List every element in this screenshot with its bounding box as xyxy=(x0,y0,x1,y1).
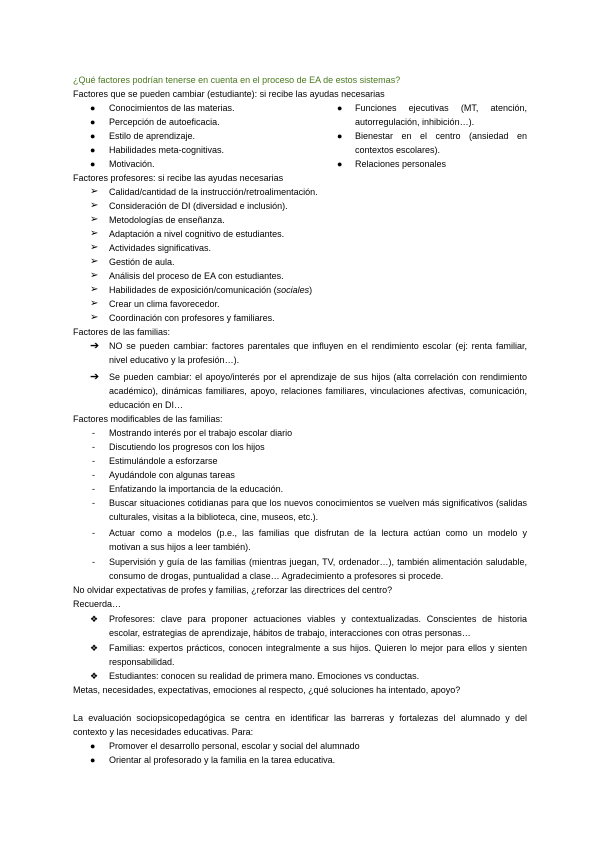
reminder-title: Recuerda… xyxy=(73,599,122,609)
family-factor-item: nivel educativo y la profesión…). xyxy=(109,355,240,365)
dash-bullet: - xyxy=(92,498,95,508)
bullet-icon: ● xyxy=(90,159,96,169)
teacher-factor-item: Consideración de DI (diversidad e inclusión). xyxy=(109,201,288,211)
dash-bullet: - xyxy=(92,528,95,538)
teacher-factor-item: Gestión de aula. xyxy=(109,257,175,267)
dash-bullet: - xyxy=(92,484,95,494)
student-factor-item: Bienestar en el centro (ansiedad en xyxy=(355,131,527,141)
arrow-bullet-icon: ➢ xyxy=(90,214,99,225)
dash-bullet: - xyxy=(92,456,95,466)
student-factor-item: Motivación. xyxy=(109,159,155,169)
teacher-factor-item: Adaptación a nivel cognitivo de estudiantes. xyxy=(109,229,285,239)
arrow-bullet-icon: ➢ xyxy=(90,186,99,197)
modifiable-item: Actuar como a modelos (p.e., las familias que disfrutan de la lectura actúan como un modelo y xyxy=(109,528,527,538)
bullet-icon: ● xyxy=(90,117,96,127)
evaluation-item: Orientar al profesorado y la familia en la tarea educativa. xyxy=(109,755,336,765)
modifiable-item: Buscar situaciones cotidianas para que los nuevos conocimientos se vuelven más significativos (salidas xyxy=(109,498,527,508)
student-factor-item: autorregulación, inhibición…). xyxy=(355,117,475,127)
family-factor-item: educación en DI… xyxy=(109,400,184,410)
family-factors-title: Factores de las familias: xyxy=(73,327,171,337)
student-factor-item: Conocimientos de las materias. xyxy=(109,103,235,113)
diamond-bullet-icon: ❖ xyxy=(90,671,99,681)
reminder-item: Familias: expertos prácticos, conocen integralmente a sus hijos. Quieren lo mejor para ellos y sienten xyxy=(109,643,527,653)
bullet-icon: ● xyxy=(337,103,343,113)
student-factor-item: Funciones ejecutivas (MT, atención, xyxy=(355,103,527,113)
teacher-factor-item: Metodologías de enseñanza. xyxy=(109,215,225,225)
italic-word: sociales xyxy=(276,285,310,295)
arrow-bullet-icon: ➢ xyxy=(90,200,99,211)
dash-bullet: - xyxy=(92,470,95,480)
bullet-icon: ● xyxy=(337,159,343,169)
diamond-bullet-icon: ❖ xyxy=(90,614,99,624)
arrow-bullet-icon: ➢ xyxy=(90,298,99,309)
teacher-factor-item: Análisis del proceso de EA con estudiantes. xyxy=(109,271,284,281)
reminder-item: responsabilidad. xyxy=(109,657,175,667)
right-arrow-icon: ➔ xyxy=(90,371,100,383)
modifiable-item: culturales, visitas a la biblioteca, cine, museos, etc.). xyxy=(109,512,319,522)
arrow-bullet-icon: ➢ xyxy=(90,312,99,323)
arrow-bullet-icon: ➢ xyxy=(90,242,99,253)
arrow-bullet-icon: ➢ xyxy=(90,256,99,267)
goals-line: Metas, necesidades, expectativas, emociones al respecto, ¿qué soluciones ha intentado, apoyo? xyxy=(73,685,461,695)
bullet-icon: ● xyxy=(90,741,96,751)
family-factor-item: NO se pueden cambiar: factores parentales que influyen en el rendimiento escolar (ej: renta familiar, xyxy=(109,341,527,351)
teacher-factor-item: Crear un clima favorecedor. xyxy=(109,299,220,309)
modifiable-item: Discutiendo los progresos con los hijos xyxy=(109,442,265,452)
modifiable-item: consumo de drogas, puntualidad a clase… Agradecimiento a profesores si procede. xyxy=(109,571,444,581)
modifiable-item: motivan a sus hijos a leer también). xyxy=(109,542,251,552)
dash-bullet: - xyxy=(92,442,95,452)
arrow-bullet-icon: ➢ xyxy=(90,270,99,281)
dash-bullet: - xyxy=(92,557,95,567)
section-heading: ¿Qué factores podrían tenerse en cuenta en el proceso de EA de estos sistemas? xyxy=(73,75,401,85)
modifiable-item: Estimulándole a esforzarse xyxy=(109,456,218,466)
family-factor-item: académico), dinámicas familiares, apoyo, relaciones familiares, vinculaciones afectivas, comunicación, xyxy=(109,386,527,396)
reminder-item: escolar, estrategias de aprendizaje, hábitos de trabajo, interacciones con otras personas… xyxy=(109,628,471,638)
evaluation-item: Promover el desarrollo personal, escolar y social del alumnado xyxy=(109,741,360,751)
teacher-factor-item: Calidad/cantidad de la instrucción/retroalimentación. xyxy=(109,187,318,197)
right-arrow-icon: ➔ xyxy=(90,340,100,352)
student-factor-item: contextos escolares). xyxy=(355,145,441,155)
bullet-icon: ● xyxy=(90,755,96,765)
evaluation-paragraph: contexto y las necesidades educativas. Para: xyxy=(73,727,254,737)
family-factor-item: Se pueden cambiar: el apoyo/interés por el aprendizaje de sus hijos (alta correlación con rendimiento xyxy=(109,372,527,382)
modifiable-item: Mostrando interés por el trabajo escolar diario xyxy=(109,428,293,438)
student-factor-item: Habilidades meta-cognitivas. xyxy=(109,145,225,155)
reminder-item: Estudiantes: conocen su realidad de primera mano. Emociones vs conductas. xyxy=(109,671,420,681)
student-factor-item: Estilo de aprendizaje. xyxy=(109,131,196,141)
modifiable-factors-title: Factores modificables de las familias: xyxy=(73,414,223,424)
reminder-line: No olvidar expectativas de profes y familias, ¿reforzar las directrices del centro? xyxy=(73,585,393,595)
student-factor-item: Relaciones personales xyxy=(355,159,447,169)
student-factor-item: Percepción de autoeficacia. xyxy=(109,117,220,127)
bullet-icon: ● xyxy=(90,131,96,141)
teacher-factor-item: Coordinación con profesores y familiares. xyxy=(109,313,275,323)
bullet-icon: ● xyxy=(90,145,96,155)
arrow-bullet-icon: ➢ xyxy=(90,228,99,239)
modifiable-item: Supervisión y guía de las familias (mientras juegan, TV, ordenador…), también alimentación saludable, xyxy=(109,557,527,567)
modifiable-item: Ayudándole con algunas tareas xyxy=(109,470,235,480)
teacher-factor-item xyxy=(109,283,312,297)
teacher-factor-text: Habilidades de exposición/comunicación ( xyxy=(109,285,277,295)
bullet-icon: ● xyxy=(337,131,343,141)
evaluation-paragraph: La evaluación sociopsicopedagógica se centra en identificar las barreras y fortalezas del alumnado y del xyxy=(73,713,527,723)
arrow-bullet-icon: ➢ xyxy=(90,284,99,295)
bullet-icon: ● xyxy=(90,103,96,113)
student-factors-title: Factores que se pueden cambiar (estudiante): si recibe las ayudas necesarias xyxy=(73,89,385,99)
diamond-bullet-icon: ❖ xyxy=(90,643,99,653)
modifiable-item: Enfatizando la importancia de la educación. xyxy=(109,484,284,494)
close-paren: ) xyxy=(309,285,313,295)
reminder-item: Profesores: clave para proponer actuaciones viables y contextualizadas. Conscientes de historia xyxy=(109,614,527,624)
teacher-factor-item: Actividades significativas. xyxy=(109,243,212,253)
teacher-factors-title: Factores profesores: si recibe las ayudas necesarias xyxy=(73,173,284,183)
dash-bullet: - xyxy=(92,428,95,438)
